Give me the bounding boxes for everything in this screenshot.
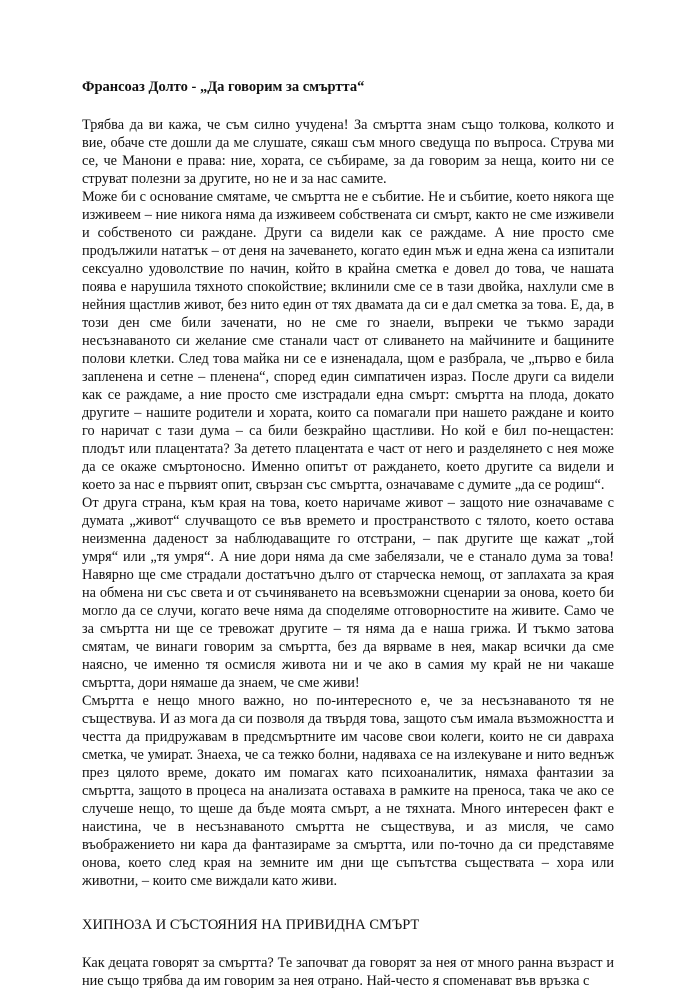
section-heading: ХИПНОЗА И СЪСТОЯНИЯ НА ПРИВИДНА СМЪРТ: [82, 917, 420, 933]
document-page: [82, 78, 614, 990]
paragraph-2: Може би с основание смятаме, че смъртта не е събитие. Не и събитие, което някога ще изживеем – ние никога няма да изживеем собствената си смърт, както не сме изживели и собственото си раждане. Други са видели как се раждаме. А ние просто сме продължили нататък – от деня на зачеването, когато един мъж и една жена са изпитали сексуално удоволствие по начин, който в крайна сметка е довел до това, че нашата поява е нарушила тяхното спокойствие; вклинили сме се в тази двойка, нахлули сме в нейния щастлив живот, без нито един от тях двамата да си е дал сметка за това. Е, да, в този ден сме били заченати, но не сме го знаели, въпреки че тъкмо заради несъзнаваното си желание сме станали част от сливането на майчините и бащините полови клетки. След това майка ни се е изненадала, щом е разбрала, че „първо е била запленена и сетне – пленена“, според един симпатичен израз. После други са видели как се раждаме, а ние просто сме изстрадали една смърт: смъртта на плода, докато другите – нашите родители и хората, които са помагали при нашето раждане и които го наричат с тази дума – са били безкрайно щастливи. Но кой е бил по-нещастен: плодът или плацентата? За детето плацентата е част от него и разделянето с нея може да се окаже смъртоносно. Именно опитът от раждането, което другите са видели и което за нас е първият опит, свързан със смъртта, означаваме с думите „да се родиш“.: [82, 189, 614, 493]
document-title: Франсоаз Долто - „Да говорим за смъртта“: [82, 79, 365, 95]
paragraph-4: Смъртта е нещо много важно, но по-интересното е, че за несъзнаваното тя не съществува. И аз мога да си позволя да твърдя това, защото съм имала възможността и честта да придружавам в предсмъртните им часове свои колеги, които не си давраха сметка, че умират. Знаеха, че са тежко болни, надяваха се на излекуване и нито веднъж през цялото време, докато им помагах като психоаналитик, нямаха фантазии за смъртта, защото в процеса на анализата оставаха в рамките на преноса, така че ако се случеше нещо, то щеше да бъде моята смърт, а не тяхната. Много интересен факт е наистина, че в несъзнаваното смъртта не съществува, и аз мисля, че само въображението ни кара да фантазираме за смъртта, или по-точно да си представяме онова, което след края на земните им дни ще съпътства съществата – хора или животни, – които сме виждали като живи.: [82, 693, 614, 889]
paragraph-1: Трябва да ви кажа, че съм силно учудена! За смъртта знам също толкова, колкото и вие, обаче сте дошли да ме слушате, сякаш съм много сведуща по въпроса. Струва ми се, че Манони е права: ние, хората, се събираме, за да говорим за неща, които ни се струват полезни за другите, но не и за нас самите.: [82, 117, 614, 187]
section-paragraph-1: Как децата говорят за смъртта? Те започват да говорят за нея от много ранна възраст и ние също трябва да им говорим за нея отрано. Най-често я споменават във връзка с: [82, 955, 614, 989]
paragraph-3: От друга страна, към края на това, което наричаме живот – защото ние означаваме с думата „живот“ случващото се във времето и пространството с тялото, което остава неизменна даденост за наблюдаващите го отстрани, – пак другите ще кажат „той умря“ или „тя умря“. А ние дори няма да сме забелязали, че е станало дума за това! Навярно ще сме страдали достатъчно дълго от старческа немощ, от заплахата за края на обмена ни със света и от съчиняването на всевъзможни сценарии за онова, което би могло да се случи, когато вече няма да споделяме отговорностите на живите. Само че за смъртта ни ще се тревожат другите – тя няма да е наша грижа. И тъкмо затова смятам, че винаги говорим за смъртта, без да вярваме в нея, макар всички да сме наясно, че именно тя осмисля живота ни и че ако в самия му край не ни чакаше смъртта, дори нямаше да знаем, че сме живи!: [82, 495, 614, 691]
